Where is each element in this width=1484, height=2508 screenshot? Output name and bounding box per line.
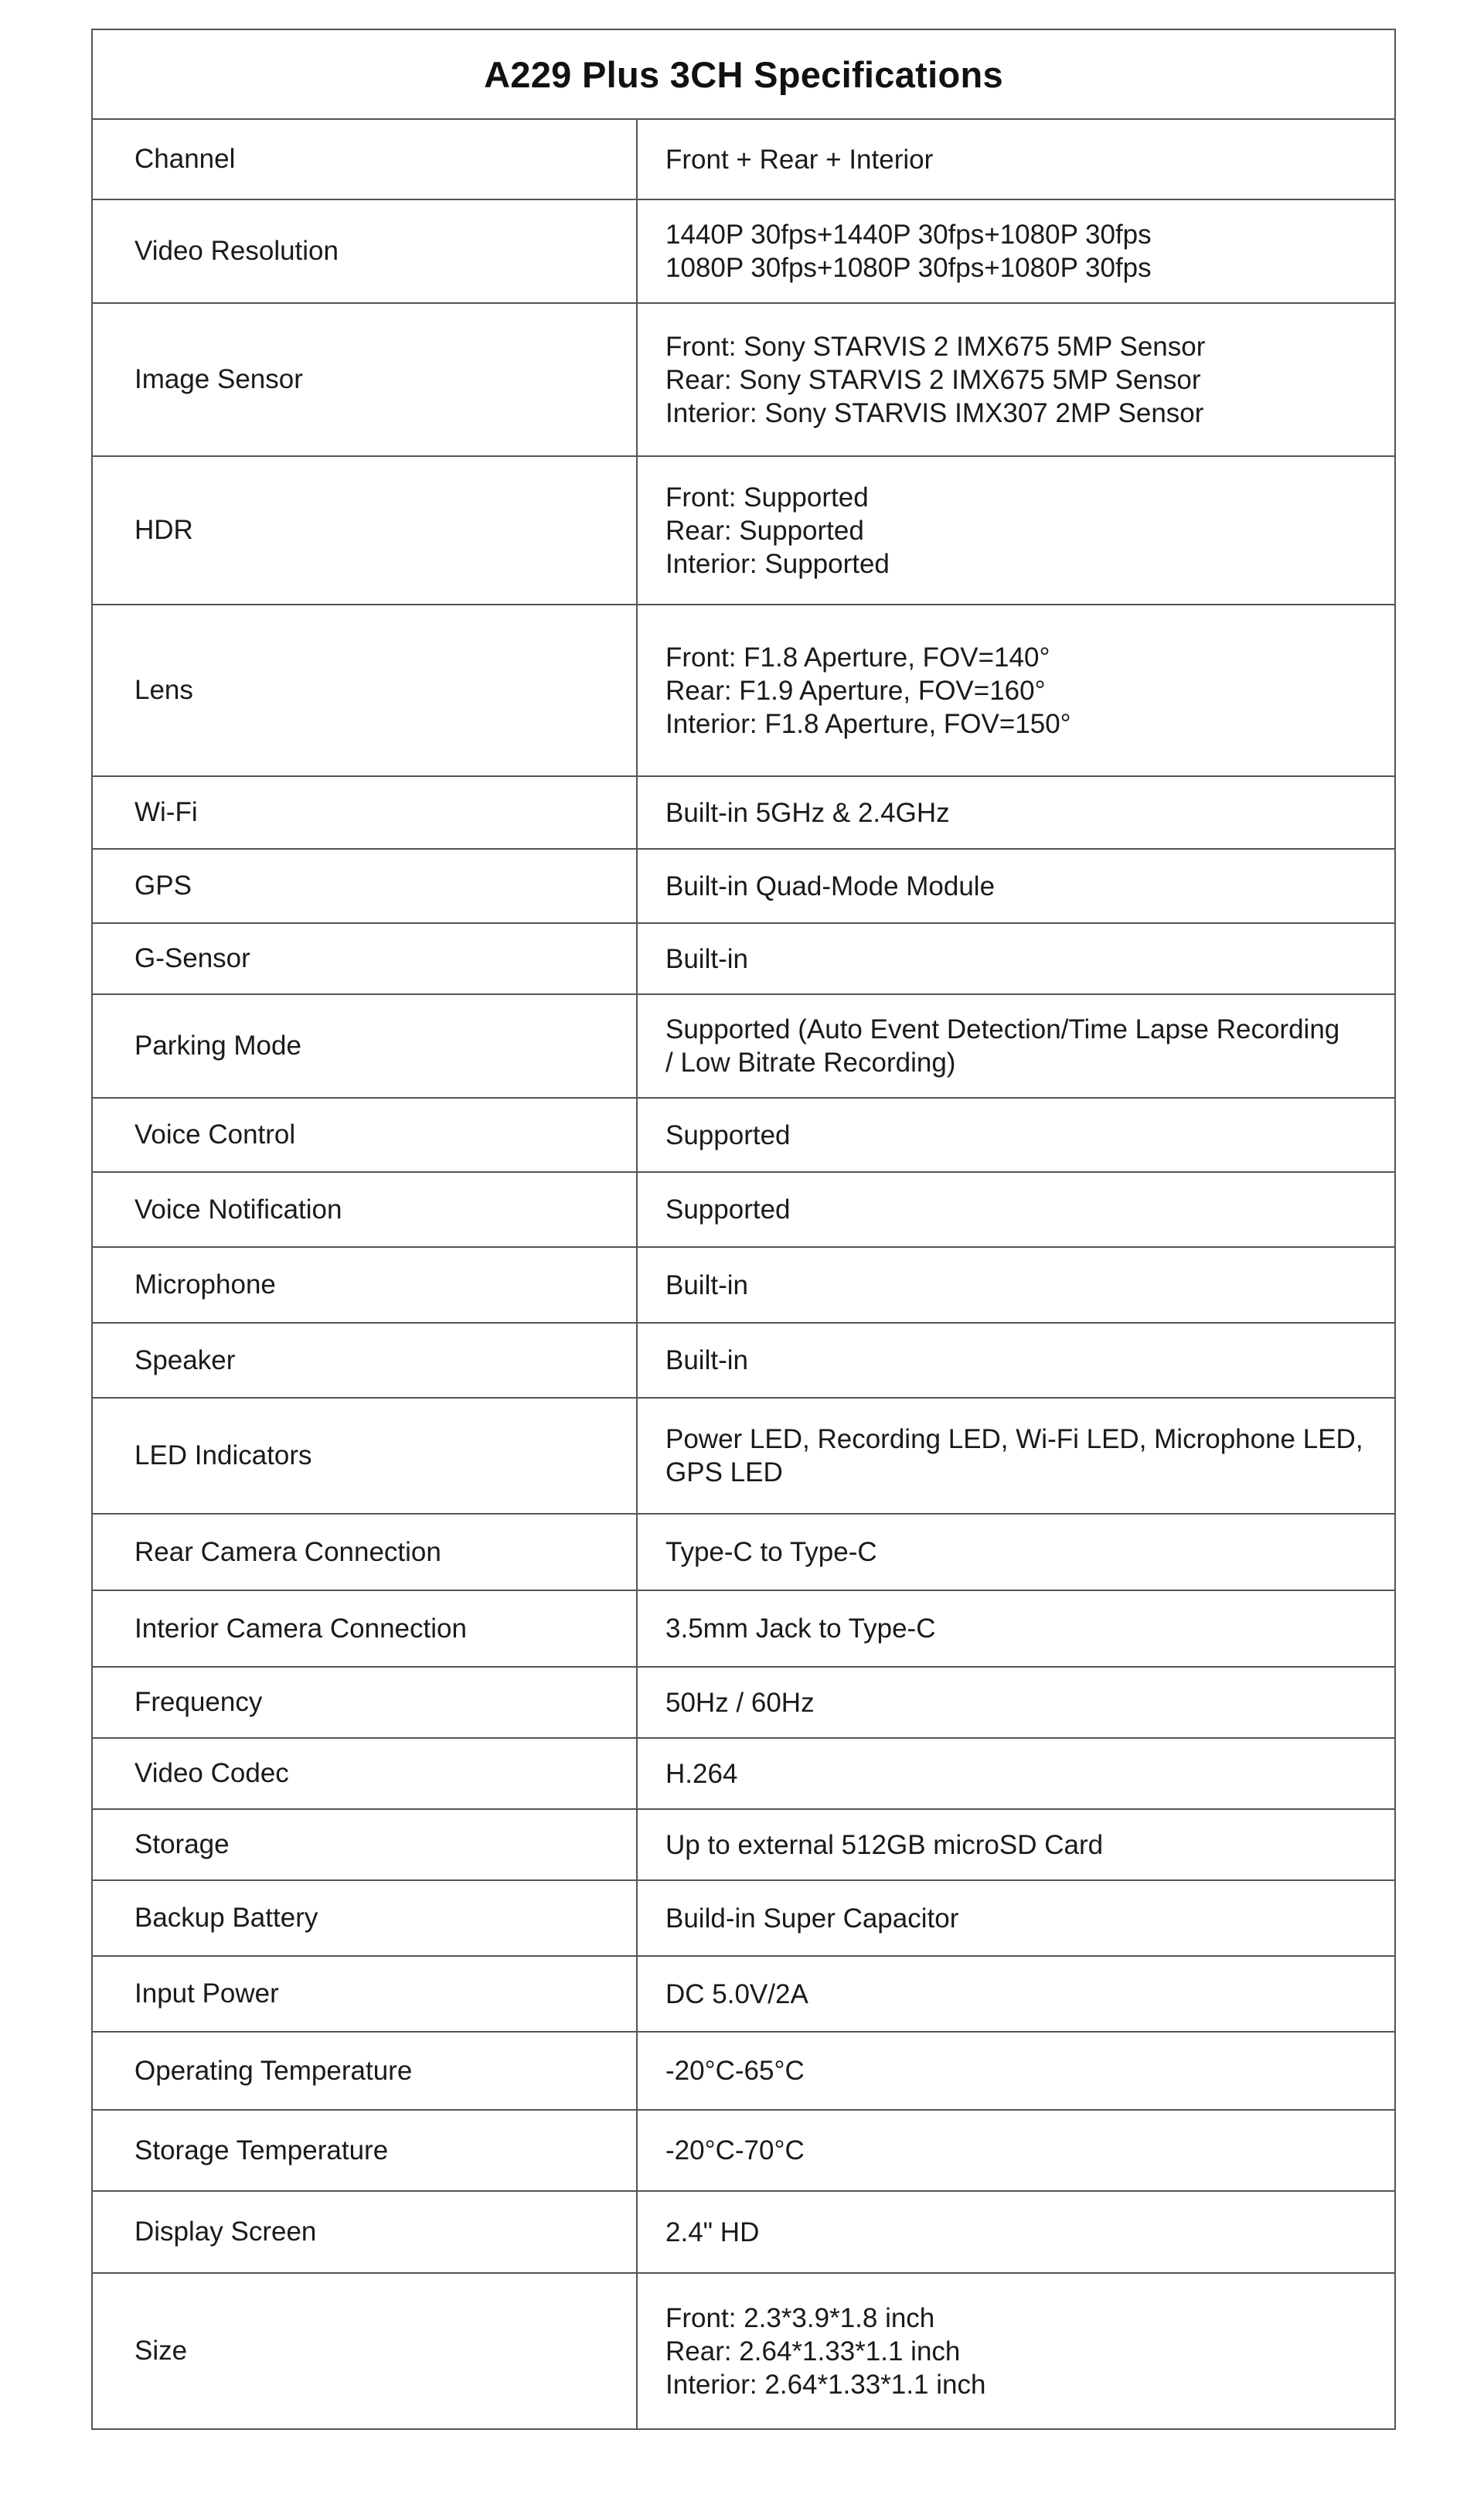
spec-value-line: Built-in [665, 1269, 748, 1300]
spec-label: Rear Camera Connection [93, 1515, 638, 1590]
spec-label: Channel [93, 120, 638, 199]
spec-value-line: Front: 2.3*3.9*1.8 inch [665, 2302, 935, 2333]
spec-label: Operating Temperature [93, 2033, 638, 2109]
spec-rows [93, 120, 1394, 2428]
spec-label: HDR [93, 457, 638, 604]
spec-value [638, 304, 1394, 455]
spec-value [638, 850, 1394, 922]
spec-value [638, 1668, 1394, 1737]
spec-value-line: Front: Supported [665, 482, 869, 513]
spec-label: LED Indicators [93, 1399, 638, 1513]
spec-value-line: Interior: 2.64*1.33*1.1 inch [665, 2369, 986, 2400]
spec-value-line: Front: F1.8 Aperture, FOV=140° [665, 642, 1050, 673]
spec-value [638, 2033, 1394, 2109]
spec-value [638, 1399, 1394, 1513]
spec-value [638, 1173, 1394, 1246]
spec-value [638, 2192, 1394, 2272]
spec-row [93, 1881, 1394, 1957]
spec-row [93, 995, 1394, 1099]
spec-value [638, 1515, 1394, 1590]
spec-row [93, 457, 1394, 605]
spec-row [93, 1324, 1394, 1399]
spec-value-line: 1080P 30fps+1080P 30fps+1080P 30fps [665, 253, 1152, 283]
spec-value-line: DC 5.0V/2A [665, 1978, 808, 2009]
spec-value [638, 1324, 1394, 1397]
spec-value-line: Supported (Auto Event Detection/Time Lapse Recording [665, 1014, 1340, 1044]
spec-value-line: -20°C-70°C [665, 2135, 805, 2166]
spec-value-line: Rear: Supported [665, 515, 864, 546]
spec-row [93, 924, 1394, 995]
spec-value [638, 777, 1394, 848]
spec-row [93, 1957, 1394, 2033]
spec-value-line: Rear: Sony STARVIS 2 IMX675 5MP Sensor [665, 364, 1201, 395]
spec-value-line: Front: Sony STARVIS 2 IMX675 5MP Sensor [665, 331, 1206, 362]
spec-value-line: Supported [665, 1194, 791, 1225]
page-title: A229 Plus 3CH Specifications [484, 53, 1003, 95]
spec-value-line: Built-in [665, 1345, 748, 1375]
spec-row [93, 304, 1394, 457]
spec-value [638, 1810, 1394, 1879]
spec-value-line: Built-in 5GHz & 2.4GHz [665, 797, 950, 828]
spec-row [93, 2192, 1394, 2274]
spec-label: Image Sensor [93, 304, 638, 455]
spec-value-line: 3.5mm Jack to Type-C [665, 1614, 936, 1644]
spec-label: GPS [93, 850, 638, 922]
spec-value [638, 995, 1394, 1097]
spec-row [93, 777, 1394, 850]
spec-row [93, 1099, 1394, 1173]
spec-row [93, 1515, 1394, 1591]
spec-value-line: Interior: F1.8 Aperture, FOV=150° [665, 708, 1071, 739]
spec-row [93, 2274, 1394, 2428]
spec-label: Wi-Fi [93, 777, 638, 848]
spec-row [93, 1591, 1394, 1668]
spec-row [93, 605, 1394, 777]
spec-value-line: Built-in Quad-Mode Module [665, 871, 996, 901]
spec-value-line: Interior: Supported [665, 548, 890, 579]
spec-value-line: Power LED, Recording LED, Wi-Fi LED, Microphone LED, [665, 1424, 1363, 1454]
spec-value [638, 1248, 1394, 1322]
spec-value [638, 924, 1394, 993]
spec-value [638, 2111, 1394, 2190]
spec-value [638, 200, 1394, 302]
spec-label: Video Codec [93, 1739, 638, 1808]
spec-label: Speaker [93, 1324, 638, 1397]
spec-value [638, 120, 1394, 199]
spec-label: Storage Temperature [93, 2111, 638, 2190]
spec-label: Frequency [93, 1668, 638, 1737]
spec-value [638, 1881, 1394, 1955]
spec-row [93, 1810, 1394, 1881]
spec-value-line: Rear: 2.64*1.33*1.1 inch [665, 2336, 961, 2367]
spec-row [93, 2111, 1394, 2192]
spec-row [93, 850, 1394, 924]
spec-value-line: 2.4" HD [665, 2217, 760, 2247]
title-row [93, 30, 1394, 120]
spec-value-line: GPS LED [665, 1457, 783, 1487]
spec-value-line: Supported [665, 1119, 791, 1150]
spec-label: Video Resolution [93, 200, 638, 302]
spec-row [93, 1173, 1394, 1248]
spec-row [93, 200, 1394, 304]
spec-label: Parking Mode [93, 995, 638, 1097]
spec-value-line: 1440P 30fps+1440P 30fps+1080P 30fps [665, 220, 1152, 250]
spec-label: Input Power [93, 1957, 638, 2031]
spec-label: Lens [93, 605, 638, 775]
spec-label: Interior Camera Connection [93, 1591, 638, 1666]
spec-label: Storage [93, 1810, 638, 1879]
spec-row [93, 1739, 1394, 1810]
spec-value-line: Rear: F1.9 Aperture, FOV=160° [665, 675, 1046, 706]
spec-value-line: Up to external 512GB microSD Card [665, 1829, 1104, 1860]
spec-value-line: / Low Bitrate Recording) [665, 1048, 956, 1078]
spec-label: Size [93, 2274, 638, 2428]
spec-value [638, 605, 1394, 775]
spec-label: Display Screen [93, 2192, 638, 2272]
spec-label: Voice Notification [93, 1173, 638, 1246]
spec-row [93, 1248, 1394, 1324]
spec-row [93, 1668, 1394, 1739]
spec-label: Backup Battery [93, 1881, 638, 1955]
spec-value [638, 1591, 1394, 1666]
spec-value-line: -20°C-65°C [665, 2056, 805, 2086]
spec-label: G-Sensor [93, 924, 638, 993]
spec-row [93, 2033, 1394, 2111]
spec-value-line: Build-in Super Capacitor [665, 1903, 959, 1934]
spec-value [638, 1957, 1394, 2031]
spec-value-line: Built-in [665, 943, 748, 974]
spec-row [93, 120, 1394, 200]
spec-value-line: H.264 [665, 1758, 738, 1789]
spec-value-line: Front + Rear + Interior [665, 144, 934, 175]
spec-value [638, 1739, 1394, 1808]
spec-table [91, 29, 1396, 2430]
spec-value-line: Interior: Sony STARVIS IMX307 2MP Sensor [665, 397, 1204, 428]
spec-row [93, 1399, 1394, 1515]
spec-value-line: 50Hz / 60Hz [665, 1687, 815, 1718]
spec-label: Microphone [93, 1248, 638, 1322]
spec-value [638, 1099, 1394, 1171]
spec-value-line: Type-C to Type-C [665, 1537, 877, 1567]
spec-value [638, 2274, 1394, 2428]
spec-label: Voice Control [93, 1099, 638, 1171]
spec-value [638, 457, 1394, 604]
